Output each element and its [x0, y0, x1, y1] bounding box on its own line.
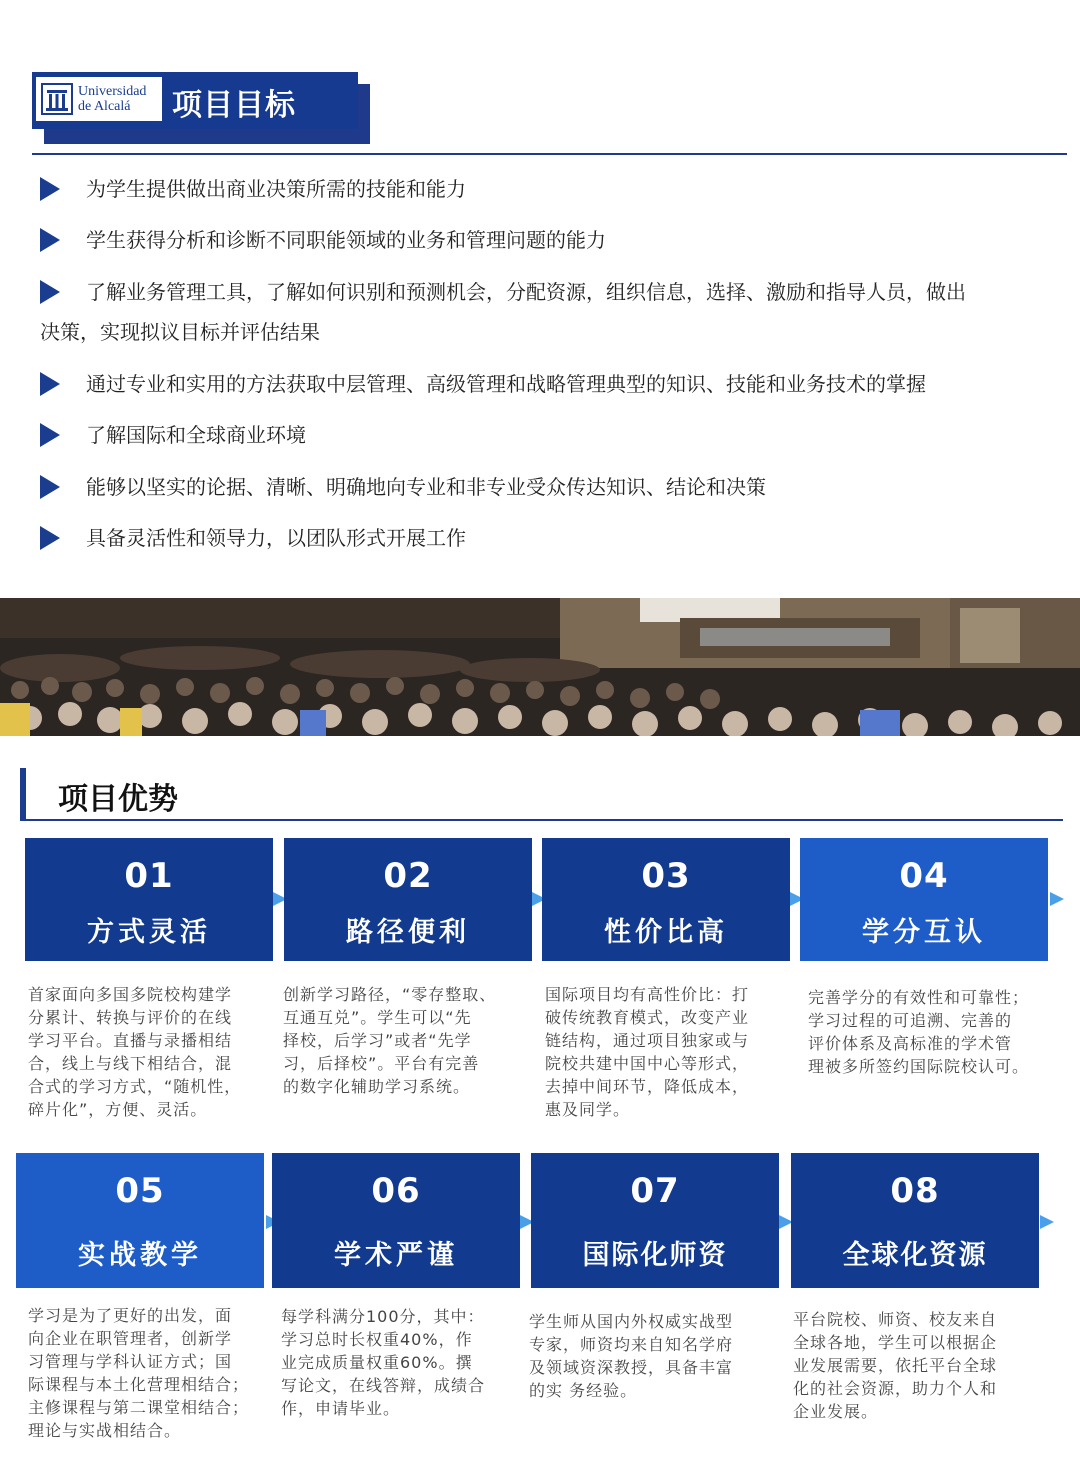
goal-item: 学生获得分析和诊断不同职能领域的业务和管理问题的能力 — [40, 220, 1060, 260]
advantage-card-06 — [272, 1153, 520, 1288]
card-title: 性价比高 — [604, 917, 728, 948]
logo-line-2: de Alcalá — [78, 99, 131, 114]
card-number: 07 — [630, 1171, 680, 1211]
arrow-right-icon — [1040, 1215, 1054, 1229]
section-accent-bar — [20, 768, 26, 820]
card-number: 03 — [641, 856, 691, 896]
card-description: 国际项目均有高性价比：打 破传统教育模式，改变产业 链结构，通过项目独家或与 院校共建中国中心等形式， 去掉中间环节，降低成本， 惠及同学。 — [545, 985, 750, 1119]
logo-text — [78, 84, 146, 114]
advantage-card-02 — [284, 838, 532, 961]
bullet-triangle-icon — [40, 372, 60, 396]
bullet-triangle-icon — [40, 423, 60, 447]
goal-item: 能够以坚实的论据、清晰、明确地向专业和非专业受众传达知识、结论和决策 — [40, 467, 1060, 507]
goal-item: 了解业务管理工具，了解如何识别和预测机会，分配资源，组织信息，选择、激励和指导人员，做出 — [40, 272, 1060, 312]
auditorium-photo — [0, 598, 1080, 736]
advantage-card-08 — [791, 1153, 1039, 1288]
section-title-advantages: 项目优势 — [58, 782, 178, 817]
goal-item: 为学生提供做出商业决策所需的技能和能力 — [40, 169, 1060, 209]
card-number: 02 — [383, 856, 433, 896]
card-number: 05 — [115, 1171, 165, 1211]
auditorium-illustration — [0, 598, 1080, 736]
card-description: 完善学分的有效性和可靠性； 学习过程的可追溯、完善的 评价体系及高标准的学术管 理被多所签约国际院校认可。 — [808, 988, 1030, 1076]
card-number: 01 — [124, 856, 174, 896]
goal-item: 具备灵活性和领导力，以团队形式开展工作 — [40, 518, 1060, 558]
card-title: 学术严谨 — [334, 1240, 458, 1271]
header-divider — [32, 153, 1067, 155]
card-title: 实战教学 — [78, 1240, 202, 1271]
advantage-card-01 — [25, 838, 273, 961]
card-title: 国际化师资 — [582, 1240, 728, 1271]
goal-item: 了解国际和全球商业环境 — [40, 415, 1060, 455]
card-title: 路径便利 — [346, 917, 470, 948]
arrow-right-icon — [1050, 892, 1064, 906]
card-description: 每学科满分100分，其中： 学习总时长权重40%，作 业完成质量权重60%。撰 写论文，在线答辩，成绩合 作，申请毕业。 — [281, 1307, 486, 1418]
bullet-triangle-icon — [40, 475, 60, 499]
card-description: 学习是为了更好的出发，面 向企业在职管理者，创新学 习管理与学科认证方式；国 际课程与本土化营理相结合； 主修课程与第二课堂相结合； 理论与实战相结合。 — [28, 1306, 250, 1440]
advantage-card-07 — [531, 1153, 779, 1288]
university-logo — [36, 77, 162, 121]
bullet-triangle-icon — [40, 177, 60, 201]
bullet-triangle-icon — [40, 228, 60, 252]
bullet-triangle-icon — [40, 526, 60, 550]
card-description: 平台院校、师资、校友来自 全球各地，学生可以根据企 业发展需要，依托平台全球 化的社会资源，助力个人和 企业发展。 — [793, 1310, 998, 1421]
card-description: 创新学习路径，“零存整取、 互通互兑”。学生可以“先 择校，后学习”或者“先学 习，后择校”。平台有完善 的数字化辅助学习系统。 — [283, 985, 497, 1096]
section-divider — [20, 819, 1063, 821]
advantage-card-04 — [800, 838, 1048, 961]
advantage-card-05 — [16, 1153, 264, 1288]
card-title: 学分互认 — [862, 917, 986, 948]
goal-item: 通过专业和实用的方法获取中层管理、高级管理和战略管理典型的知识、技能和业务技术的掌握 — [40, 364, 1060, 404]
card-number: 06 — [371, 1171, 421, 1211]
advantage-card-03 — [542, 838, 790, 961]
university-seal-icon — [40, 82, 74, 116]
card-title: 方式灵活 — [87, 917, 211, 948]
card-title: 全球化资源 — [842, 1240, 988, 1271]
card-number: 08 — [890, 1171, 940, 1211]
card-description: 首家面向多国多院校构建学 分累计、转换与评价的在线 学习平台。直播与录播相结 合，线上与线下相结合，混 合式的学习方式，“随机性， 碎片化”，方便、灵活。 — [28, 985, 242, 1119]
section-title-goals: 项目目标 — [172, 88, 296, 123]
goal-item-continuation: 决策，实现拟议目标并评估结果 — [40, 320, 320, 344]
card-number: 04 — [899, 856, 949, 896]
logo-line-1: Universidad — [78, 84, 147, 99]
card-description: 学生师从国内外权威实战型 专家，师资均来自知名学府 及领域资深教授，具备丰富 的实 务经验。 — [529, 1312, 734, 1400]
bullet-triangle-icon — [40, 280, 60, 304]
